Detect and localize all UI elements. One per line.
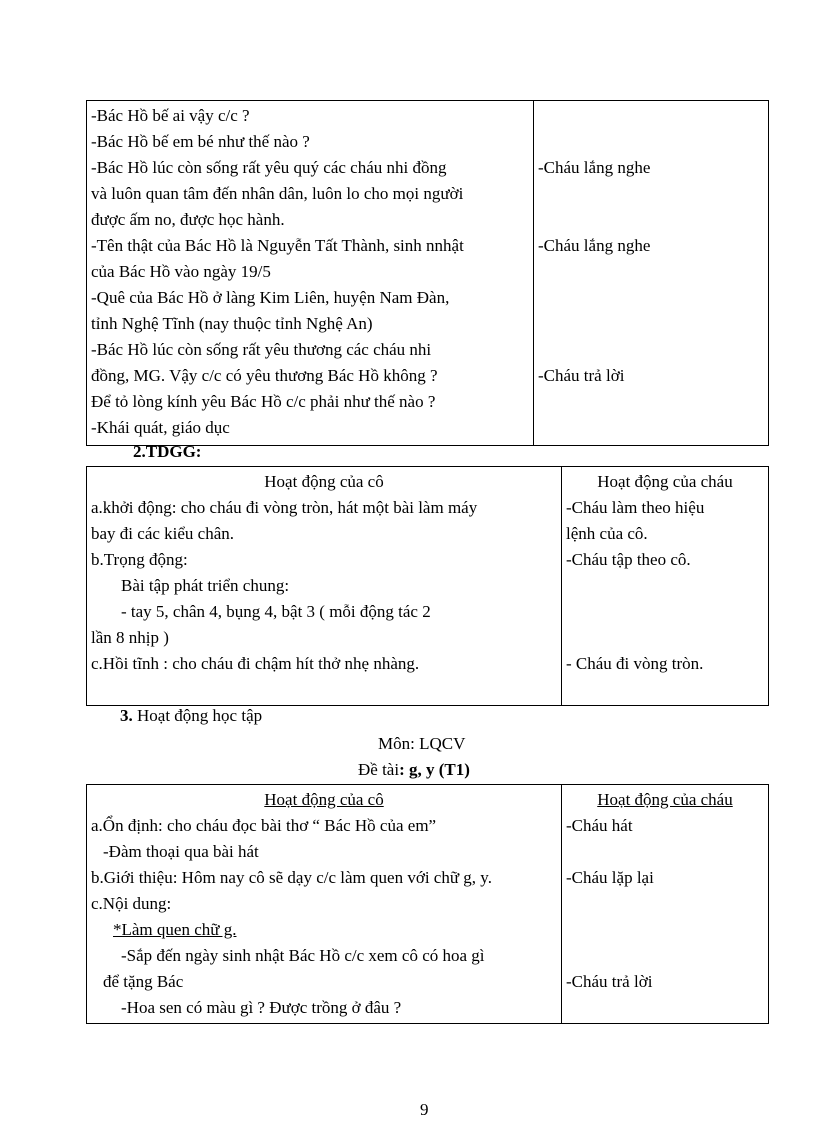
text-line: -Bác Hồ bế em bé như thế nào ? bbox=[91, 132, 310, 151]
activity-table-1 bbox=[86, 100, 769, 446]
text-line bbox=[538, 285, 764, 311]
text-line: được ấm no, được học hành. bbox=[91, 210, 285, 229]
text-line: để tặng Bác bbox=[103, 972, 184, 991]
child-activity-cell bbox=[562, 785, 769, 1024]
text-line: -Bác Hồ bế ai vậy c/c ? bbox=[91, 106, 250, 125]
text-line bbox=[538, 207, 764, 233]
teacher-activity-cell bbox=[87, 101, 534, 446]
text-line bbox=[538, 181, 764, 207]
teacher-activity-cell bbox=[87, 467, 562, 706]
text-line: -Sắp đến ngày sinh nhật Bác Hồ c/c xem cô có hoa gì bbox=[121, 946, 485, 965]
column-header: Hoạt động của cháu bbox=[597, 472, 733, 491]
text-line: -Cháu tập theo cô. bbox=[566, 550, 691, 569]
topic-line: Đề tài: g, y (T1) bbox=[358, 760, 470, 779]
text-line bbox=[566, 891, 764, 917]
text-line: của Bác Hồ vào ngày 19/5 bbox=[91, 262, 271, 281]
text-line: c.Nội dung: bbox=[91, 894, 172, 913]
text-line bbox=[538, 311, 764, 337]
text-line: -Tên thật của Bác Hồ là Nguyễn Tất Thành, sinh nnhật bbox=[91, 236, 464, 255]
text-line: *Làm quen chữ g. bbox=[113, 920, 237, 939]
text-line bbox=[538, 129, 764, 155]
text-line: tỉnh Nghệ Tĩnh (nay thuộc tỉnh Nghệ An) bbox=[91, 314, 373, 333]
text-line: -Hoa sen có màu gì ? Được trồng ở đâu ? bbox=[121, 998, 402, 1017]
activity-table-2 bbox=[86, 466, 769, 706]
text-line: -Quê của Bác Hồ ở làng Kim Liên, huyện Nam Đàn, bbox=[91, 288, 450, 307]
text-line bbox=[91, 677, 557, 703]
text-line: và luôn quan tâm đến nhân dân, luôn lo cho mọi người bbox=[91, 184, 464, 203]
column-header: Hoạt động của cô bbox=[264, 472, 384, 491]
child-activity-cell bbox=[534, 101, 769, 446]
text-line: lệnh của cô. bbox=[566, 524, 648, 543]
text-line bbox=[538, 259, 764, 285]
text-line bbox=[538, 103, 764, 129]
text-line: -Cháu lặp lại bbox=[566, 868, 654, 887]
text-line: Bài tập phát triển chung: bbox=[121, 576, 290, 595]
text-line: a.khởi động: cho cháu đi vòng tròn, hát một bài làm máy bbox=[91, 498, 478, 517]
text-line bbox=[566, 599, 764, 625]
column-header: Hoạt động của cháu bbox=[597, 790, 733, 809]
text-line: -Bác Hồ lúc còn sống rất yêu quý các cháu nhi đồng bbox=[91, 158, 447, 177]
text-line: -Cháu trả lời bbox=[538, 366, 625, 385]
text-line: lần 8 nhịp ) bbox=[91, 628, 169, 647]
text-line bbox=[566, 839, 764, 865]
text-line bbox=[566, 917, 764, 943]
text-line bbox=[566, 943, 764, 969]
text-line bbox=[538, 415, 764, 441]
page-number: 9 bbox=[420, 1100, 429, 1119]
text-line bbox=[566, 573, 764, 599]
text-line bbox=[538, 337, 764, 363]
text-line: -Cháu lắng nghe bbox=[538, 158, 651, 177]
text-line: đồng, MG. Vậy c/c có yêu thương Bác Hồ không ? bbox=[91, 366, 438, 385]
activity-table-3 bbox=[86, 784, 769, 1024]
text-line: -Khái quát, giáo dục bbox=[91, 418, 230, 437]
text-line bbox=[538, 389, 764, 415]
teacher-activity-cell bbox=[87, 785, 562, 1024]
text-line: b.Giới thiệu: Hôm nay cô sẽ dạy c/c làm quen với chữ g, y. bbox=[91, 868, 492, 887]
text-line: -Cháu hát bbox=[566, 816, 633, 835]
subject-line: Môn: LQCV bbox=[378, 734, 466, 753]
text-line: -Bác Hồ lúc còn sống rất yêu thương các cháu nhi bbox=[91, 340, 432, 359]
text-line: b.Trọng động: bbox=[91, 550, 188, 569]
child-activity-cell bbox=[562, 467, 769, 706]
text-line: c.Hồi tĩnh : cho cháu đi chậm hít thở nhẹ nhàng. bbox=[91, 654, 420, 673]
text-line: - Cháu đi vòng tròn. bbox=[566, 654, 704, 673]
text-line: Để tỏ lòng kính yêu Bác Hồ c/c phải như thế nào ? bbox=[91, 392, 436, 411]
text-line: bay đi các kiểu chân. bbox=[91, 524, 235, 543]
section-2-title: 2.TDGG: bbox=[133, 442, 202, 461]
text-line: -Cháu làm theo hiệu bbox=[566, 498, 705, 517]
text-line bbox=[566, 995, 764, 1021]
text-line bbox=[566, 677, 764, 703]
text-line: - tay 5, chân 4, bụng 4, bật 3 ( mỗi động tác 2 bbox=[121, 602, 431, 621]
section-3-title: 3. Hoạt động học tập bbox=[120, 706, 263, 725]
text-line: -Đàm thoại qua bài hát bbox=[103, 842, 259, 861]
text-line: -Cháu lắng nghe bbox=[538, 236, 651, 255]
text-line: a.Ổn định: cho cháu đọc bài thơ “ Bác Hồ của em” bbox=[91, 816, 437, 835]
text-line: -Cháu trả lời bbox=[566, 972, 653, 991]
text-line bbox=[566, 625, 764, 651]
column-header: Hoạt động của cô bbox=[264, 790, 384, 809]
